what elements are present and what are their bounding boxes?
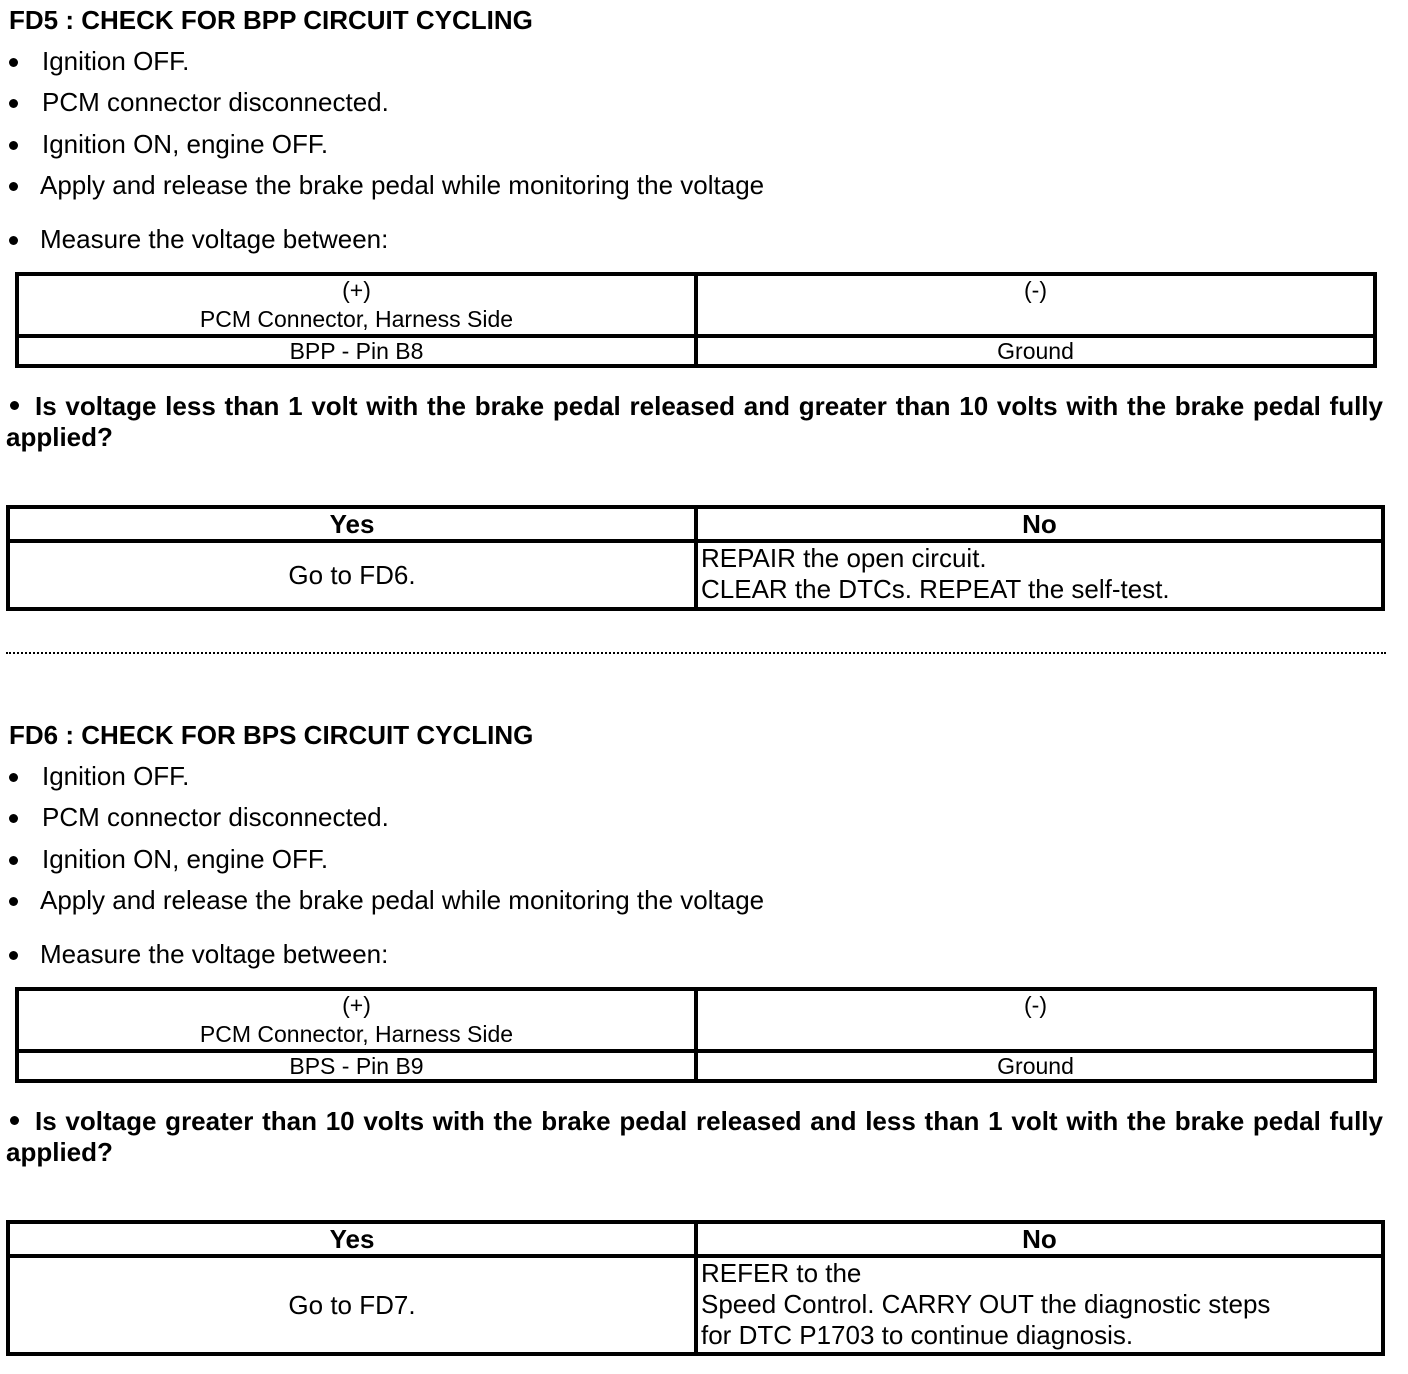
question-fd6	[6, 1106, 1383, 1168]
no-action: REPAIR the open circuit. CLEAR the DTCs. REPEAT the self-test.	[696, 541, 1383, 609]
plus-header: (+)	[342, 992, 371, 1018]
bullet-icon	[9, 182, 18, 191]
result-table-fd5	[6, 505, 1385, 611]
question-text: Is voltage greater than 10 volts with the brake pedal released and less than 1 volt with the brake pedal fully applied?	[6, 1106, 1383, 1167]
bullet-icon	[9, 951, 18, 960]
step-1: Ignition OFF.	[42, 46, 190, 76]
minus-header-cell	[696, 274, 1375, 336]
bullet-icon	[10, 1116, 19, 1125]
plus-subheader: PCM Connector, Harness Side	[199, 1021, 514, 1047]
measure-table-fd5	[15, 272, 1377, 368]
step-4: Apply and release the brake pedal while monitoring the voltage	[40, 170, 765, 200]
step-4: Apply and release the brake pedal while monitoring the voltage	[40, 885, 765, 915]
no-header: No	[696, 507, 1383, 541]
bullet-icon	[9, 99, 18, 108]
step-2: PCM connector disconnected.	[42, 87, 389, 117]
bullet-icon	[9, 141, 18, 150]
section-title-fd6: FD6 : CHECK FOR BPS CIRCUIT CYCLING	[9, 720, 534, 750]
step-1: Ignition OFF.	[42, 761, 190, 791]
step-5: Measure the voltage between:	[40, 224, 389, 254]
plus-value: BPS - Pin B9	[17, 1051, 696, 1081]
step-3: Ignition ON, engine OFF.	[42, 844, 329, 874]
bullet-icon	[9, 856, 18, 865]
minus-header-cell	[696, 989, 1375, 1051]
section-title-fd5: FD5 : CHECK FOR BPP CIRCUIT CYCLING	[9, 5, 533, 35]
step-5: Measure the voltage between:	[40, 939, 389, 969]
result-table-fd6	[6, 1220, 1385, 1356]
minus-header: (-)	[1024, 992, 1047, 1018]
measure-table-fd6	[15, 987, 1377, 1083]
yes-header: Yes	[8, 507, 696, 541]
section-divider	[6, 652, 1386, 654]
no-action: REFER to the Speed Control. CARRY OUT the diagnostic steps for DTC P1703 to continue diagnosis.	[696, 1256, 1383, 1354]
plus-value: BPP - Pin B8	[17, 336, 696, 366]
bullet-icon	[9, 897, 18, 906]
plus-header-cell	[17, 274, 696, 336]
bullet-icon	[9, 773, 18, 782]
bullet-icon	[10, 401, 19, 410]
minus-value: Ground	[696, 1051, 1375, 1081]
minus-header: (-)	[1024, 277, 1047, 303]
yes-action: Go to FD6.	[8, 541, 696, 609]
question-text: Is voltage less than 1 volt with the brake pedal released and greater than 10 volts with the brake pedal fully applied?	[6, 391, 1383, 452]
step-2: PCM connector disconnected.	[42, 802, 389, 832]
yes-header: Yes	[8, 1222, 696, 1256]
plus-header-cell	[17, 989, 696, 1051]
step-3: Ignition ON, engine OFF.	[42, 129, 329, 159]
question-fd5	[6, 391, 1383, 453]
plus-header: (+)	[342, 277, 371, 303]
bullet-icon	[9, 58, 18, 67]
minus-value: Ground	[696, 336, 1375, 366]
bullet-icon	[9, 236, 18, 245]
bullet-icon	[9, 814, 18, 823]
yes-action: Go to FD7.	[8, 1256, 696, 1354]
no-header: No	[696, 1222, 1383, 1256]
plus-subheader: PCM Connector, Harness Side	[199, 306, 514, 332]
